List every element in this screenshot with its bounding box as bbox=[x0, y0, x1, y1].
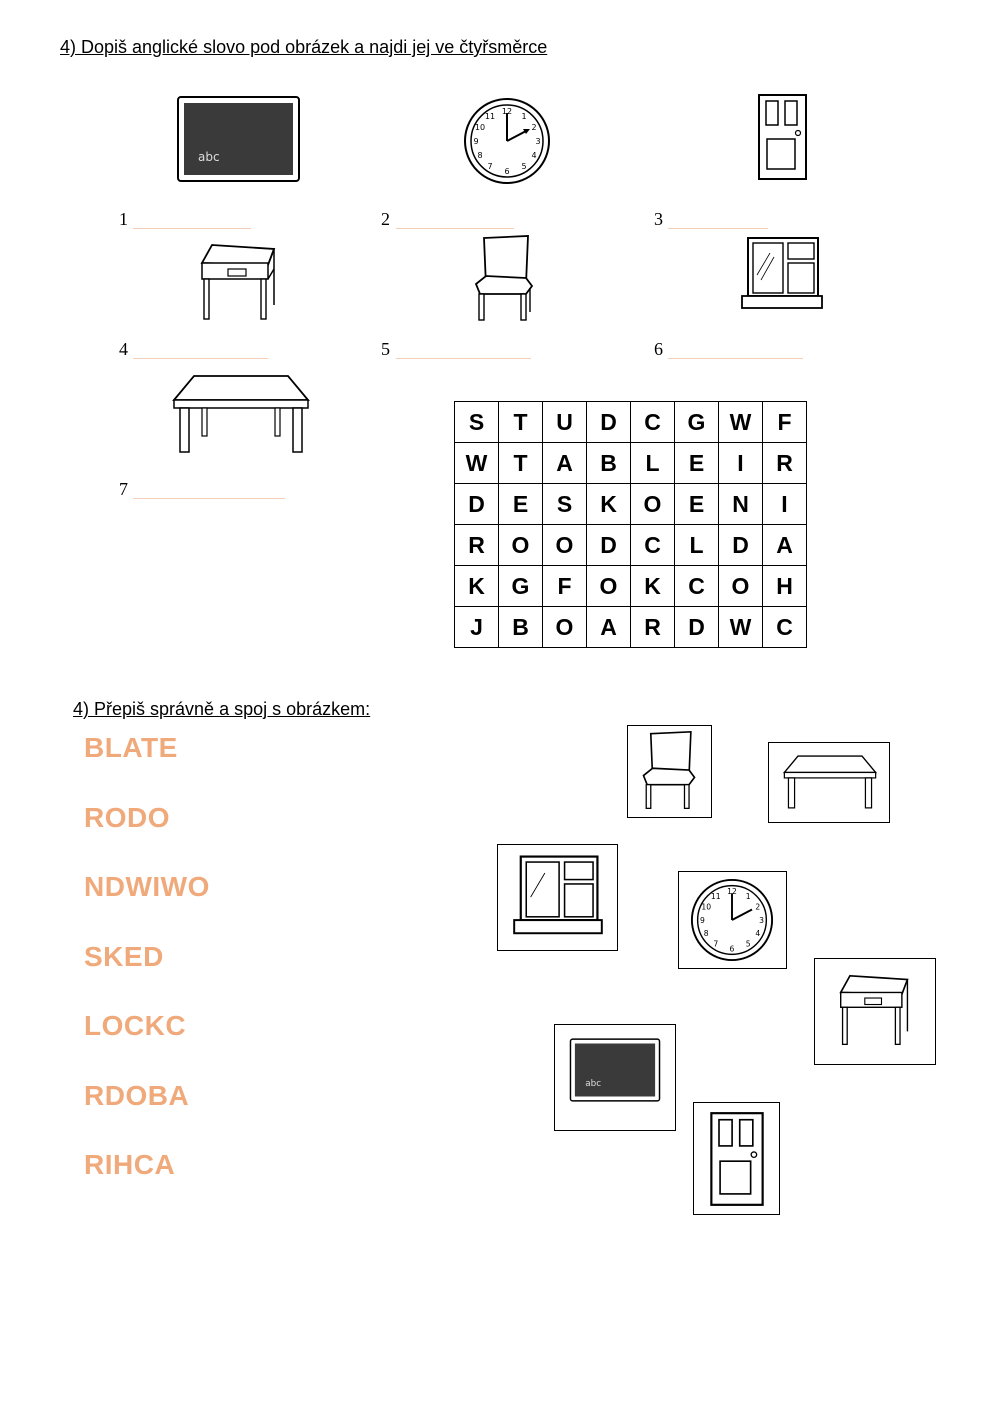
wordsearch-cell[interactable]: L bbox=[631, 443, 675, 484]
scrambled-word-2: RODO bbox=[84, 802, 170, 833]
wordsearch-cell[interactable]: R bbox=[763, 443, 807, 484]
wordsearch-cell[interactable]: A bbox=[543, 443, 587, 484]
answer-line-7[interactable] bbox=[133, 498, 285, 499]
wordsearch-row bbox=[455, 484, 807, 525]
wordsearch-cell[interactable]: A bbox=[763, 525, 807, 566]
wordsearch-cell[interactable]: H bbox=[763, 566, 807, 607]
wordsearch-cell[interactable]: O bbox=[719, 566, 763, 607]
answer-line-4[interactable] bbox=[133, 358, 268, 359]
svg-text:abc: abc bbox=[585, 1079, 602, 1090]
svg-text:abc: abc bbox=[198, 150, 220, 164]
wordsearch-cell[interactable]: I bbox=[763, 484, 807, 525]
blackboard-box[interactable] bbox=[554, 1024, 676, 1131]
wordsearch-cell[interactable]: W bbox=[719, 402, 763, 443]
wordsearch-cell[interactable]: O bbox=[631, 484, 675, 525]
svg-text:12: 12 bbox=[727, 887, 737, 897]
desk-box[interactable] bbox=[814, 958, 936, 1065]
answer-line-1[interactable] bbox=[133, 228, 251, 229]
number-1: 1 bbox=[119, 209, 128, 229]
section2-heading: 4) Přepiš správně a spoj s obrázkem: bbox=[73, 699, 371, 719]
wordsearch-grid bbox=[454, 401, 807, 648]
answer-line-2[interactable] bbox=[396, 228, 514, 229]
wordsearch-cell[interactable]: K bbox=[631, 566, 675, 607]
svg-text:1: 1 bbox=[745, 892, 751, 901]
svg-text:5: 5 bbox=[521, 162, 527, 171]
wordsearch-cell[interactable]: E bbox=[499, 484, 543, 525]
wordsearch-cell[interactable]: T bbox=[499, 402, 543, 443]
svg-text:10: 10 bbox=[474, 123, 486, 132]
wordsearch-row bbox=[455, 607, 807, 648]
scrambled-word-4: SKED bbox=[84, 941, 164, 972]
scrambled-word-1: BLATE bbox=[84, 732, 178, 763]
wordsearch-cell[interactable]: G bbox=[675, 402, 719, 443]
wordsearch-cell[interactable]: N bbox=[719, 484, 763, 525]
svg-text:10: 10 bbox=[701, 902, 712, 912]
wordsearch-row bbox=[455, 525, 807, 566]
svg-text:11: 11 bbox=[484, 112, 496, 121]
wordsearch-cell[interactable]: O bbox=[499, 525, 543, 566]
section1-heading: 4) Dopiš anglické slovo pod obrázek a najdi jej ve čtyřsměrce bbox=[60, 37, 548, 57]
scrambled-word-5: LOCKC bbox=[84, 1010, 187, 1041]
scrambled-word-3: NDWIWO bbox=[84, 871, 210, 902]
wordsearch-cell[interactable]: K bbox=[587, 484, 631, 525]
wordsearch-cell[interactable]: C bbox=[631, 525, 675, 566]
window-box[interactable] bbox=[497, 844, 618, 951]
svg-text:6: 6 bbox=[504, 167, 510, 176]
number-7: 7 bbox=[119, 479, 128, 499]
answer-line-3[interactable] bbox=[668, 228, 768, 229]
number-4: 4 bbox=[119, 339, 128, 359]
door-box[interactable] bbox=[693, 1102, 780, 1215]
chair-picture bbox=[470, 234, 538, 324]
blackboard-picture bbox=[176, 95, 301, 183]
wordsearch-cell[interactable]: B bbox=[499, 607, 543, 648]
wordsearch-cell[interactable]: S bbox=[455, 402, 499, 443]
wordsearch-cell[interactable]: F bbox=[543, 566, 587, 607]
wordsearch-cell[interactable]: T bbox=[499, 443, 543, 484]
wordsearch-cell[interactable]: O bbox=[543, 607, 587, 648]
svg-text:1: 1 bbox=[521, 112, 527, 121]
svg-text:8: 8 bbox=[703, 929, 709, 939]
wordsearch-row bbox=[455, 566, 807, 607]
wordsearch-cell[interactable]: R bbox=[631, 607, 675, 648]
wordsearch-cell[interactable]: D bbox=[675, 607, 719, 648]
wordsearch-cell[interactable]: W bbox=[455, 443, 499, 484]
svg-text:3: 3 bbox=[759, 915, 765, 925]
svg-text:2: 2 bbox=[755, 902, 761, 912]
wordsearch-cell[interactable]: E bbox=[675, 484, 719, 525]
table-box[interactable] bbox=[768, 742, 890, 823]
svg-text:8: 8 bbox=[477, 151, 483, 160]
wordsearch-cell[interactable]: D bbox=[455, 484, 499, 525]
svg-text:2: 2 bbox=[531, 123, 537, 132]
wordsearch-cell[interactable]: C bbox=[675, 566, 719, 607]
wordsearch-cell[interactable]: S bbox=[543, 484, 587, 525]
svg-text:5: 5 bbox=[745, 939, 751, 949]
wordsearch-cell[interactable]: A bbox=[587, 607, 631, 648]
svg-text:4: 4 bbox=[531, 151, 537, 160]
wordsearch-cell[interactable]: J bbox=[455, 607, 499, 648]
answer-line-5[interactable] bbox=[396, 358, 531, 359]
svg-text:9: 9 bbox=[473, 137, 479, 146]
svg-text:6: 6 bbox=[729, 944, 735, 954]
clock-box[interactable] bbox=[678, 871, 787, 969]
svg-text:7: 7 bbox=[713, 939, 719, 949]
scrambled-word-7: RIHCA bbox=[84, 1149, 176, 1180]
svg-text:4: 4 bbox=[755, 929, 761, 939]
number-3: 3 bbox=[654, 209, 663, 229]
number-2: 2 bbox=[381, 209, 390, 229]
wordsearch-cell[interactable]: O bbox=[543, 525, 587, 566]
wordsearch-cell[interactable]: D bbox=[587, 525, 631, 566]
wordsearch-cell[interactable]: G bbox=[499, 566, 543, 607]
chair-box[interactable] bbox=[627, 725, 712, 818]
svg-text:9: 9 bbox=[699, 915, 705, 925]
wordsearch-cell[interactable]: K bbox=[455, 566, 499, 607]
wordsearch-cell[interactable]: D bbox=[719, 525, 763, 566]
wordsearch-cell[interactable]: B bbox=[587, 443, 631, 484]
wordsearch-cell[interactable]: C bbox=[763, 607, 807, 648]
wordsearch-cell[interactable]: U bbox=[543, 402, 587, 443]
table-picture bbox=[172, 372, 310, 456]
wordsearch-cell[interactable]: W bbox=[719, 607, 763, 648]
wordsearch-cell[interactable]: E bbox=[675, 443, 719, 484]
wordsearch-row bbox=[455, 443, 807, 484]
wordsearch-row bbox=[455, 402, 807, 443]
wordsearch-cell[interactable]: I bbox=[719, 443, 763, 484]
number-5: 5 bbox=[381, 339, 390, 359]
wordsearch-cell[interactable]: O bbox=[587, 566, 631, 607]
wordsearch-cell[interactable]: L bbox=[675, 525, 719, 566]
wordsearch-cell[interactable]: D bbox=[587, 402, 631, 443]
wordsearch-cell[interactable]: C bbox=[631, 402, 675, 443]
window-picture bbox=[740, 235, 824, 313]
wordsearch-cell[interactable]: F bbox=[763, 402, 807, 443]
svg-text:3: 3 bbox=[535, 137, 541, 146]
answer-line-6[interactable] bbox=[668, 358, 803, 359]
door-picture bbox=[756, 93, 809, 181]
scrambled-word-6: RDOBA bbox=[84, 1080, 190, 1111]
svg-text:7: 7 bbox=[487, 162, 493, 171]
wordsearch-cell[interactable]: R bbox=[455, 525, 499, 566]
svg-text:12: 12 bbox=[501, 107, 513, 116]
svg-text:11: 11 bbox=[710, 892, 721, 901]
number-6: 6 bbox=[654, 339, 663, 359]
clock-picture bbox=[462, 97, 552, 185]
desk-picture bbox=[198, 243, 280, 323]
